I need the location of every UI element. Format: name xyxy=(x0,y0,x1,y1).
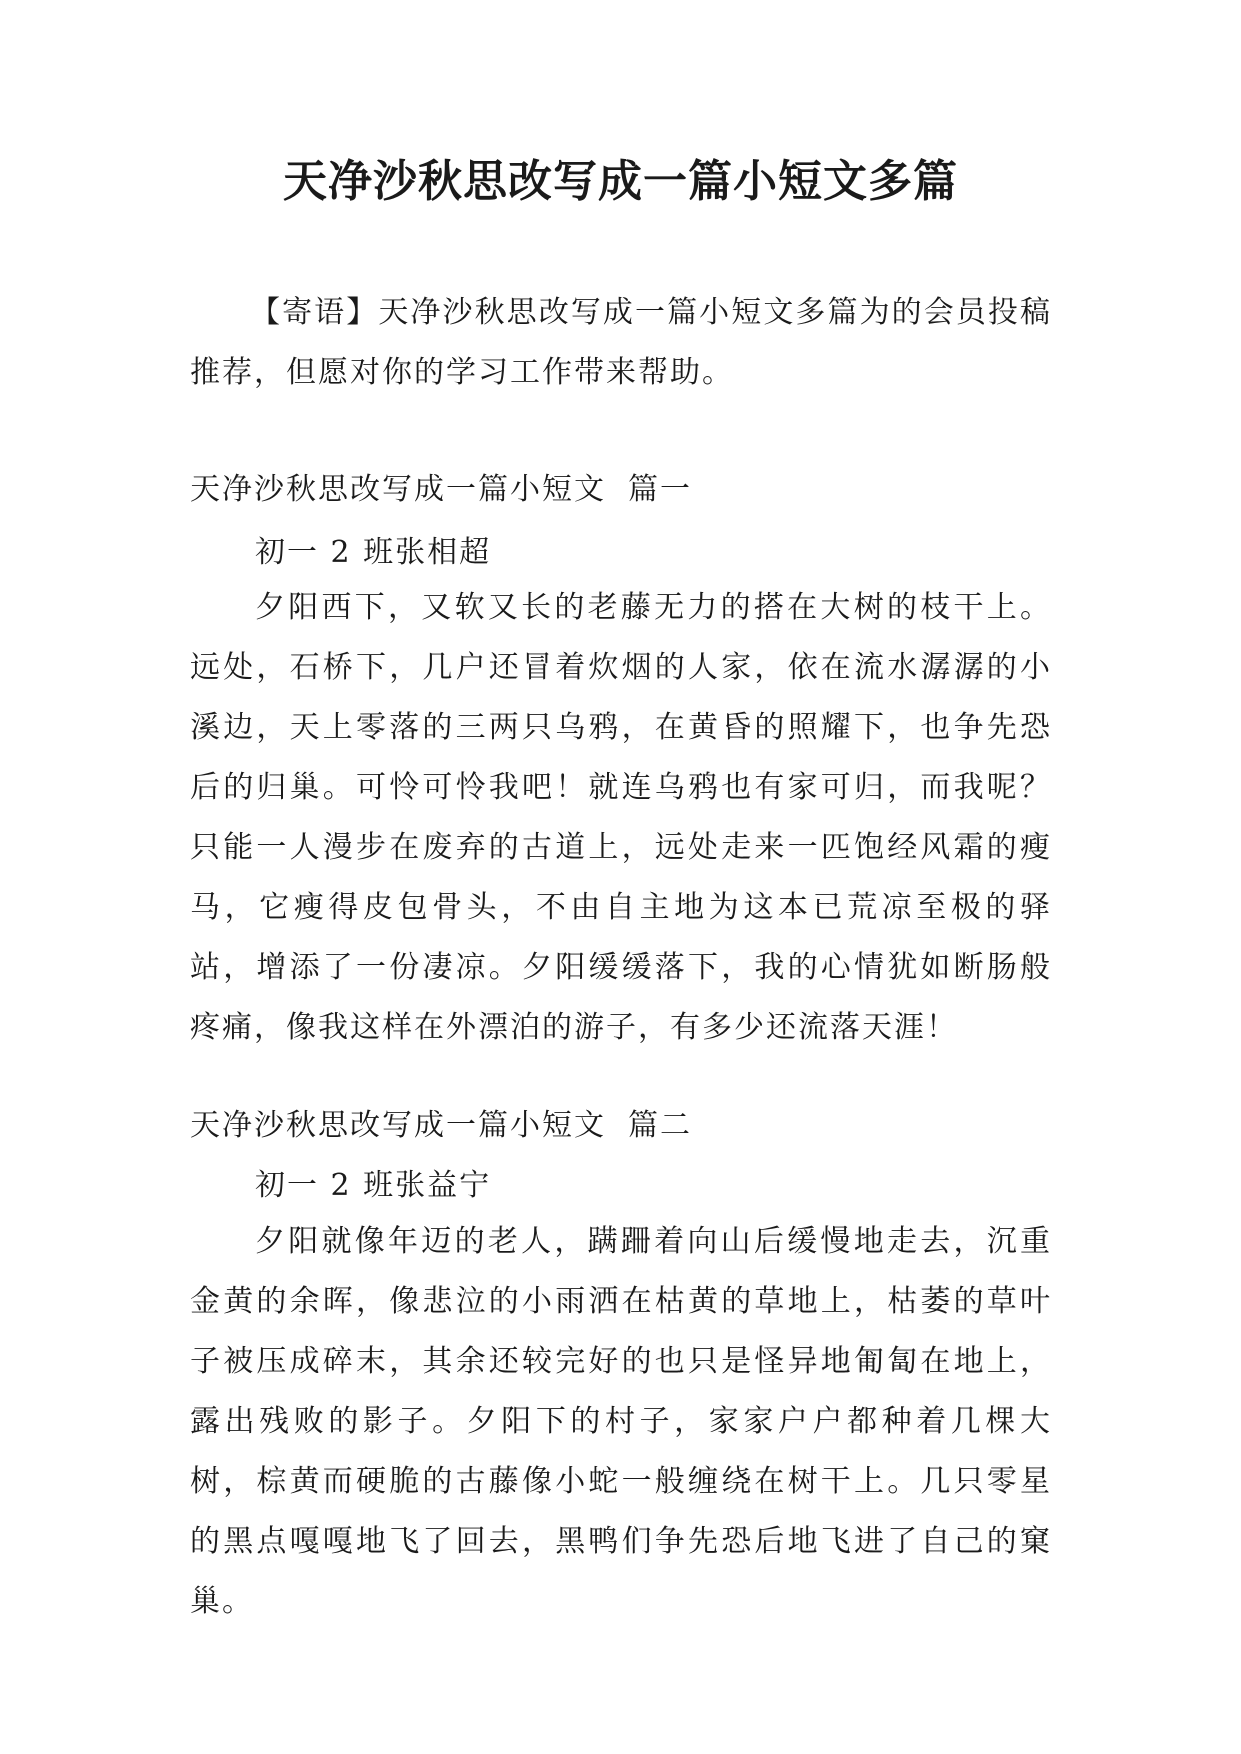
document-title: 天净沙秋思改写成一篇小短文多篇 xyxy=(283,156,958,207)
section-heading-2 xyxy=(190,1096,692,1156)
section-author-1: 初一 2 班张相超 xyxy=(255,535,492,570)
section-heading-title: 天净沙秋思改写成一篇小短文 xyxy=(190,472,606,507)
foreword-paragraph: 【寄语】天净沙秋思改写成一篇小短文多篇为的会员投稿推荐，但愿对你的学习工作带来帮助。 xyxy=(190,295,1052,390)
section-heading-label: 篇一 xyxy=(628,472,692,507)
section-heading-title: 天净沙秋思改写成一篇小短文 xyxy=(190,1108,606,1143)
section-body-2: 夕阳就像年迈的老人，蹒跚着向山后缓慢地走去，沉重金黄的余晖，像悲泣的小雨洒在枯黄的草地上，枯萎的草叶子被压成碎末，其余还较完好的也只是怪异地匍匐在地上，露出残败的影子。夕阳下的村子，家家户户都种着几棵大树，棕黄而硬脆的古藤像小蛇一般缠绕在树干上。几只零星的黑点嘎嘎地飞了回去，黑鸭们争先恐后地飞进了自己的窠巢。 xyxy=(190,1224,1052,1619)
section-body-1: 夕阳西下，又软又长的老藤无力的搭在大树的枝干上。远处，石桥下，几户还冒着炊烟的人家，依在流水潺潺的小溪边，天上零落的三两只乌鸦，在黄昏的照耀下，也争先恐后的归巢。可怜可怜我吧！就连乌鸦也有家可归，而我呢？只能一人漫步在废弃的古道上，远处走来一匹饱经风霜的瘦马，它瘦得皮包骨头，不由自主地为这本已荒凉至极的驿站，增添了一份凄凉。夕阳缓缓落下，我的心情犹如断肠般疼痛，像我这样在外漂泊的游子，有多少还流落天涯！ xyxy=(190,590,1052,1045)
section-heading-1 xyxy=(190,460,692,520)
section-author-2: 初一 2 班张益宁 xyxy=(255,1168,492,1203)
section-heading-label: 篇二 xyxy=(628,1108,692,1143)
